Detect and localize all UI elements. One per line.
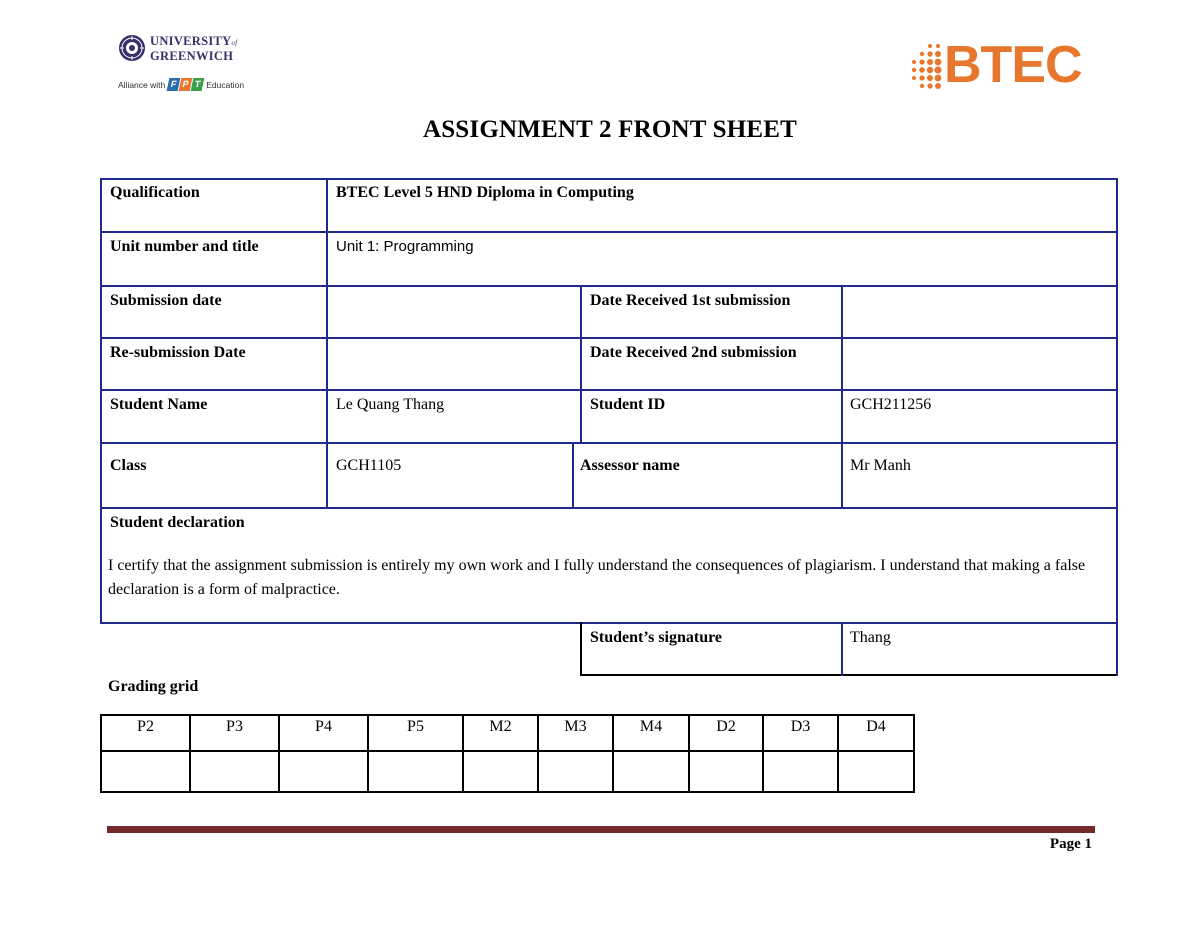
fpt-logo <box>168 78 203 91</box>
grade-cell <box>613 751 689 792</box>
declaration-row <box>100 508 1118 623</box>
btec-wordmark: BTEC <box>944 36 1082 94</box>
table-border <box>100 337 1118 339</box>
unit-label: Unit number and title <box>110 238 259 255</box>
grade-header-p2: P2 <box>101 715 190 751</box>
submission-row <box>100 286 1118 338</box>
grade-header-m4: M4 <box>613 715 689 751</box>
grading-value-row <box>101 751 914 792</box>
fpt-letter: F <box>167 78 181 91</box>
student-id-label: Student ID <box>590 396 666 413</box>
table-border <box>572 442 574 509</box>
grade-header-p3: P3 <box>190 715 279 751</box>
resubmission-date-value <box>328 338 582 390</box>
table-border <box>100 622 1118 624</box>
grading-grid-label: Grading grid <box>108 678 199 695</box>
alliance-text: Alliance with <box>118 79 166 90</box>
unit-row <box>100 232 1118 286</box>
grade-cell <box>838 751 914 792</box>
class-label: Class <box>110 457 147 474</box>
resubmission-row <box>100 338 1118 390</box>
btec-dots-icon <box>908 42 948 94</box>
grade-cell <box>279 751 368 792</box>
grade-header-m3: M3 <box>538 715 613 751</box>
grade-cell <box>763 751 838 792</box>
page-number: Page 1 <box>1049 836 1092 852</box>
table-border <box>580 285 582 444</box>
student-id-value: GCH211256 <box>850 396 932 413</box>
grading-grid-table <box>100 714 915 793</box>
signature-row <box>100 623 1118 675</box>
university-name: UNIVERSITYof GREENWICH <box>150 34 238 63</box>
university-of-greenwich-logo <box>118 34 258 96</box>
class-value: GCH1105 <box>336 457 402 474</box>
date-received-2-label: Date Received 2nd submission <box>590 344 797 361</box>
grade-cell <box>190 751 279 792</box>
page-title: ASSIGNMENT 2 FRONT SHEET <box>422 116 798 143</box>
class-row <box>100 443 1118 508</box>
university-seal-icon <box>118 34 146 62</box>
date-received-2-value <box>842 338 1118 390</box>
qualification-value: BTEC Level 5 HND Diploma in Computing <box>336 184 634 201</box>
declaration-text: I certify that the assignment submission is entirely my own work and I fully understand the consequences of plagiarism. I understand that making a false declaration is a form of malpractice. <box>108 557 1086 598</box>
qualification-row <box>100 178 1118 232</box>
table-border <box>326 178 328 509</box>
fpt-letter: P <box>179 78 193 91</box>
table-border <box>580 622 582 676</box>
table-border <box>100 507 1118 509</box>
grade-header-d3: D3 <box>763 715 838 751</box>
grade-header-p5: P5 <box>368 715 463 751</box>
grade-cell <box>538 751 613 792</box>
date-received-1-label: Date Received 1st submission <box>590 292 791 309</box>
table-border <box>1116 178 1118 676</box>
grade-cell <box>101 751 190 792</box>
declaration-label: Student declaration <box>110 514 245 531</box>
signature-value: Thang <box>850 629 891 646</box>
alliance-line <box>118 78 244 91</box>
fpt-letter: T <box>191 78 205 91</box>
grade-header-m2: M2 <box>463 715 538 751</box>
submission-date-label: Submission date <box>110 292 222 309</box>
date-received-1-value <box>842 286 1118 338</box>
table-border <box>100 285 1118 287</box>
grading-header-row <box>101 715 914 751</box>
student-name-value: Le Quang Thang <box>336 396 445 413</box>
table-border <box>580 674 1118 676</box>
btec-logo <box>908 38 1098 100</box>
table-border <box>100 442 1118 444</box>
unit-value: Unit 1: Programming <box>336 238 474 255</box>
table-border <box>100 178 102 624</box>
grade-cell <box>689 751 763 792</box>
table-border <box>100 231 1118 233</box>
grade-header-p4: P4 <box>279 715 368 751</box>
submission-date-value <box>328 286 582 338</box>
table-border <box>100 178 1118 180</box>
grade-header-d2: D2 <box>689 715 763 751</box>
assessor-value: Mr Manh <box>850 457 911 474</box>
assessor-label: Assessor name <box>580 457 680 474</box>
grade-cell <box>463 751 538 792</box>
student-name-label: Student Name <box>110 396 208 413</box>
student-row <box>100 390 1118 443</box>
table-border <box>841 285 843 509</box>
resubmission-date-label: Re-submission Date <box>110 344 246 361</box>
education-text: Education <box>206 79 245 90</box>
grade-header-d4: D4 <box>838 715 914 751</box>
table-border <box>841 622 843 676</box>
signature-label: Student’s signature <box>590 629 723 646</box>
qualification-label: Qualification <box>110 184 200 201</box>
footer-divider <box>107 826 1095 833</box>
grade-cell <box>368 751 463 792</box>
table-border <box>100 389 1118 391</box>
